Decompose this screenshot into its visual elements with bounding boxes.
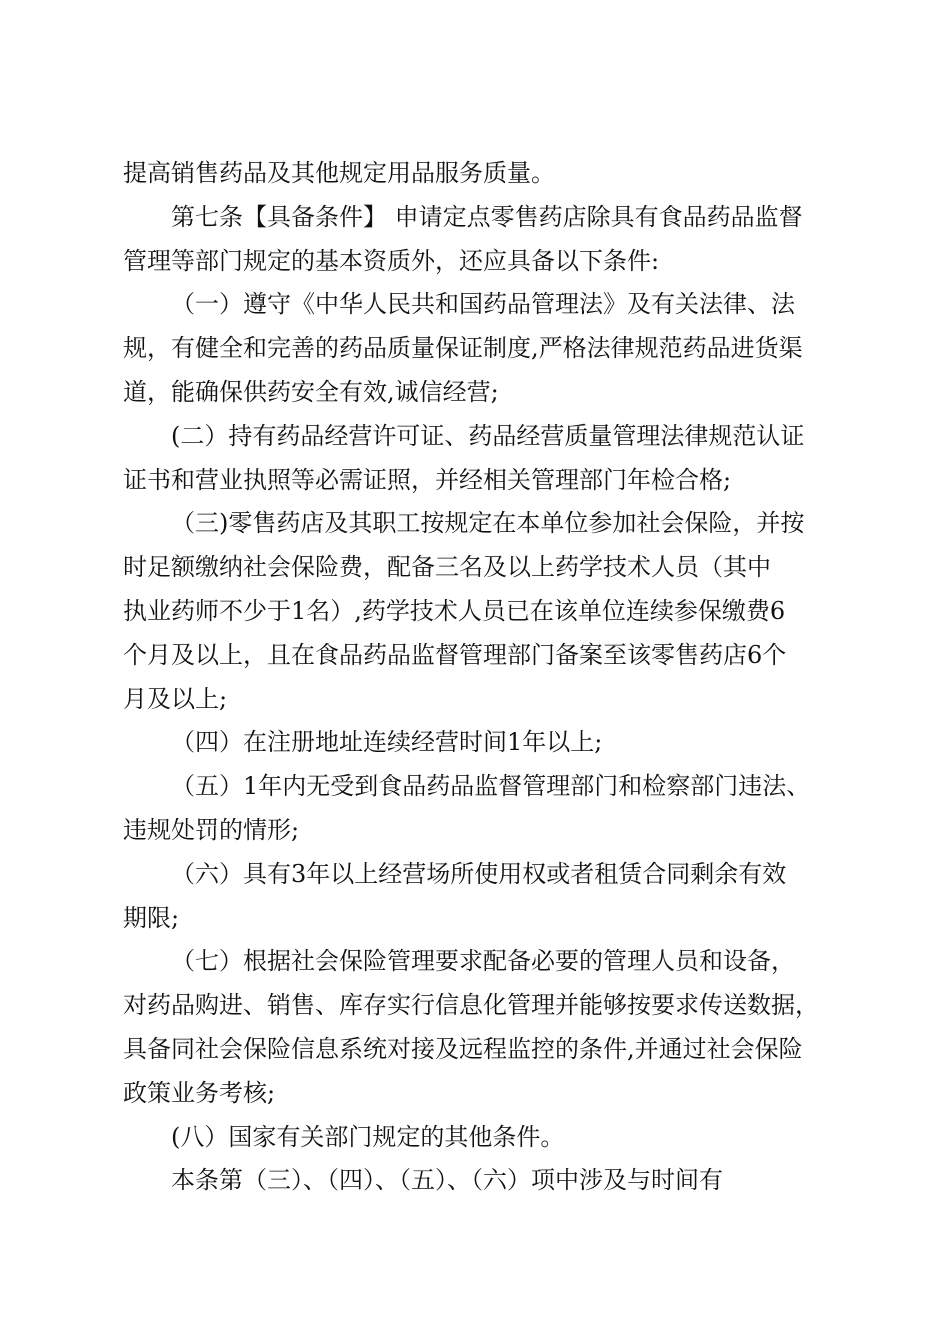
text-line: 证书和营业执照等必需证照，并经相关管理部门年检合格; [123,465,732,494]
text-line: 月及以上; [123,684,228,713]
text-line: 管理等部门规定的基本资质外，还应具备以下条件: [123,246,660,275]
text-line: 执业药师不少于1名）,药学技术人员已在该单位连续参保缴费6 [123,596,786,625]
text-line: 期限; [123,903,180,932]
clause-8-line: (八）国家有关部门规定的其他条件。 [171,1122,565,1151]
clause-2-line: (二）持有药品经营许可证、药品经营质量管理法律规范认证 [171,421,805,450]
document-body [123,152,835,1203]
clause-5-line: （五）1年内无受到食品药品监督管理部门和检察部门违法、 [171,772,811,801]
text-line: 具备同社会保险信息系统对接及远程监控的条件,并通过社会保险 [123,1034,803,1063]
clause-1-line: （一）遵守《中华人民共和国药品管理法》及有关法律、法 [171,290,795,319]
text-line: 政策业务考核; [123,1078,276,1107]
text-line: 时足额缴纳社会保险费，配备三名及以上药学技术人员（其中 [123,553,771,582]
clause-6-line: （六）具有3年以上经营场所使用权或者租赁合同剩余有效 [171,859,787,888]
clause-3-line: （三)零售药店及其职工按规定在本单位参加社会保险，并按 [171,509,805,538]
clause-7-line: （七）根据社会保险管理要求配备必要的管理人员和设备， [171,947,795,976]
text-line: 违规处罚的情形; [123,815,300,844]
clause-4-line: （四）在注册地址连续经营时间1年以上; [171,728,603,757]
text-line: 道，能确保供药安全有效,诚信经营; [123,377,499,406]
text-line: 规，有健全和完善的药品质量保证制度,严格法律规范药品进货渠 [123,334,803,363]
closing-paragraph-line: 本条第（三）、（四）、（五）、（六）项中涉及与时间有 [171,1166,723,1195]
text-line: 个月及以上，且在食品药品监督管理部门备案至该零售药店6个 [123,640,787,669]
text-line: 提高销售药品及其他规定用品服务质量。 [123,159,555,187]
text-line: 对药品购进、销售、库存实行信息化管理并能够按要求传送数据， [123,991,819,1020]
article-heading-line: 第七条【具备条件】 申请定点零售药店除具有食品药品监督 [171,202,803,231]
